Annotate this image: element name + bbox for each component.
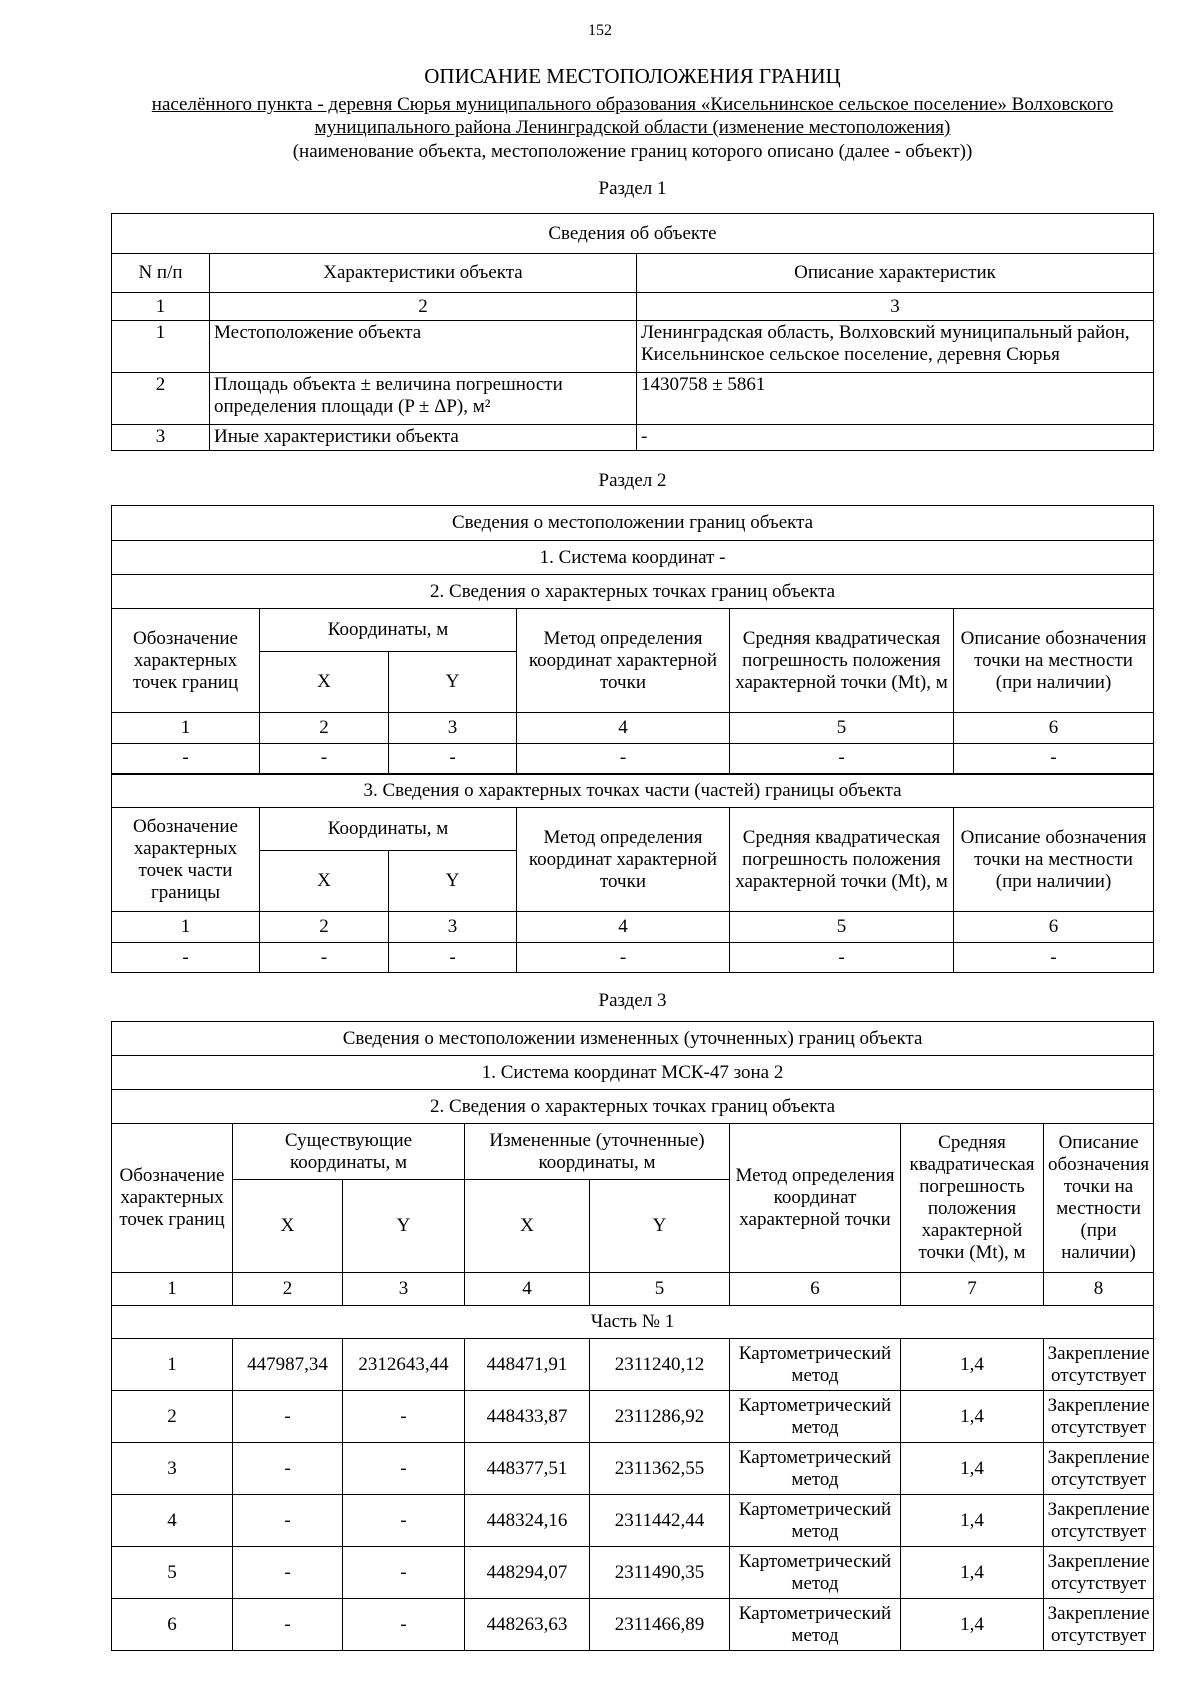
existing-y: 2312643,44 <box>343 1339 465 1391</box>
column-header: Описание характеристик <box>637 254 1154 293</box>
header-x: X <box>260 652 389 713</box>
table-row <box>112 1391 1154 1443</box>
column-number: 6 <box>954 912 1154 943</box>
header-designation-part: Обозначение характерных точек части границы <box>112 808 260 912</box>
existing-x: - <box>233 1391 343 1443</box>
point-description: Закрепление отсутствует <box>1044 1339 1154 1391</box>
changed-y: 2311362,55 <box>590 1443 730 1495</box>
point-description: Закрепление отсутствует <box>1044 1547 1154 1599</box>
changed-y: 2311286,92 <box>590 1391 730 1443</box>
method: Картометрический метод <box>730 1443 901 1495</box>
method: Картометрический метод <box>730 1391 901 1443</box>
column-number: 6 <box>954 713 1154 744</box>
header-existing-coordinates: Существующие координаты, м <box>233 1124 465 1180</box>
existing-x: - <box>233 1599 343 1651</box>
table-title: Сведения об объекте <box>112 214 1154 254</box>
changed-boundary-points-table <box>111 1021 1154 1651</box>
mt-error: 1,4 <box>901 1339 1044 1391</box>
column-number: 2 <box>260 912 389 943</box>
column-number: 4 <box>517 912 730 943</box>
table-row <box>112 1495 1154 1547</box>
mt-error: 1,4 <box>901 1443 1044 1495</box>
empty-cell: - <box>517 744 730 774</box>
changed-y: 2311240,12 <box>590 1339 730 1391</box>
object-info-table <box>111 213 1154 451</box>
column-number: 3 <box>389 912 517 943</box>
mt-error: 1,4 <box>901 1599 1044 1651</box>
column-number: 5 <box>730 912 954 943</box>
column-number: 4 <box>517 713 730 744</box>
existing-y: - <box>343 1443 465 1495</box>
point-number: 4 <box>112 1495 233 1547</box>
empty-cell: - <box>730 943 954 973</box>
changed-x: 448433,87 <box>465 1391 590 1443</box>
characteristic-value: - <box>637 425 1154 451</box>
column-number: 5 <box>730 713 954 744</box>
object-name-line2: муниципального района Ленинградской области (изменение местоположения) <box>314 117 951 138</box>
empty-cell: - <box>389 943 517 973</box>
changed-y: 2311490,35 <box>590 1547 730 1599</box>
table-row <box>112 744 1154 774</box>
section1-heading: Раздел 1 <box>598 178 667 199</box>
column-number: 1 <box>112 912 260 943</box>
empty-cell: - <box>260 744 389 774</box>
header-description: Описание обозначения точки на местности (при наличии) <box>1044 1124 1154 1273</box>
column-header: Характеристики объекта <box>210 254 637 293</box>
object-name-line1: населённого пункта - деревня Сюрья муниципального образования «Кисельнинское сельское поселение» Волховского <box>151 94 1114 115</box>
header-method: Метод определения координат характерной точки <box>517 808 730 912</box>
table-row <box>112 1339 1154 1391</box>
table-row <box>112 321 1154 373</box>
header-description: Описание обозначения точки на местности (при наличии) <box>954 808 1154 912</box>
boundary-points-table <box>111 505 1154 973</box>
column-number: 5 <box>590 1273 730 1306</box>
table-title: Сведения о местоположении измененных (уточненных) границ объекта <box>112 1022 1154 1056</box>
column-number: 2 <box>260 713 389 744</box>
point-description: Закрепление отсутствует <box>1044 1495 1154 1547</box>
column-number: 1 <box>112 713 260 744</box>
header-error: Средняя квадратическая погрешность положения характерной точки (Mt), м <box>730 808 954 912</box>
changed-x: 448471,91 <box>465 1339 590 1391</box>
header-method: Метод определения координат характерной точки <box>730 1124 901 1273</box>
characteristic-value: 1430758 ± 5861 <box>637 373 1154 425</box>
existing-y: - <box>343 1391 465 1443</box>
mt-error: 1,4 <box>901 1391 1044 1443</box>
characteristic-value: Ленинградская область, Волховский муниципальный район, Кисельнинское сельское поселение, деревня Сюрья <box>637 321 1154 373</box>
header-designation: Обозначение характерных точек границ <box>112 1124 233 1273</box>
empty-cell: - <box>112 744 260 774</box>
table-row <box>112 1443 1154 1495</box>
characteristic-name: Местоположение объекта <box>210 321 637 373</box>
existing-y: - <box>343 1547 465 1599</box>
object-name <box>115 93 1150 139</box>
column-number: 1 <box>112 293 210 321</box>
table-row <box>112 1599 1154 1651</box>
header-method: Метод определения координат характерной точки <box>517 609 730 713</box>
header-x: X <box>260 851 389 912</box>
point-number: 1 <box>112 1339 233 1391</box>
changed-x: 448263,63 <box>465 1599 590 1651</box>
row-number: 3 <box>112 425 210 451</box>
header-x: X <box>465 1180 590 1273</box>
empty-cell: - <box>260 943 389 973</box>
method: Картометрический метод <box>730 1495 901 1547</box>
coordinate-system: 1. Система координат - <box>112 541 1154 575</box>
point-description: Закрепление отсутствует <box>1044 1391 1154 1443</box>
changed-y: 2311442,44 <box>590 1495 730 1547</box>
point-description: Закрепление отсутствует <box>1044 1443 1154 1495</box>
column-number: 3 <box>637 293 1154 321</box>
existing-x: - <box>233 1495 343 1547</box>
column-number: 3 <box>389 713 517 744</box>
point-description: Закрепление отсутствует <box>1044 1599 1154 1651</box>
row-number: 1 <box>112 321 210 373</box>
mt-error: 1,4 <box>901 1547 1044 1599</box>
empty-cell: - <box>517 943 730 973</box>
existing-x: - <box>233 1547 343 1599</box>
table-title: Сведения о местоположении границ объекта <box>112 506 1154 541</box>
empty-cell: - <box>954 943 1154 973</box>
part-points-title: 3. Сведения о характерных точках части (частей) границы объекта <box>112 774 1154 808</box>
header-y: Y <box>389 652 517 713</box>
empty-cell: - <box>112 943 260 973</box>
empty-cell: - <box>730 744 954 774</box>
section2-heading: Раздел 2 <box>598 470 667 491</box>
column-number: 4 <box>465 1273 590 1306</box>
column-number: 2 <box>233 1273 343 1306</box>
table-row <box>112 1547 1154 1599</box>
part-label: Часть № 1 <box>112 1306 1154 1339</box>
points-title: 2. Сведения о характерных точках границ объекта <box>112 1090 1154 1124</box>
column-number: 3 <box>343 1273 465 1306</box>
changed-x: 448377,51 <box>465 1443 590 1495</box>
header-y: Y <box>343 1180 465 1273</box>
existing-x: - <box>233 1443 343 1495</box>
method: Картометрический метод <box>730 1339 901 1391</box>
existing-y: - <box>343 1599 465 1651</box>
method: Картометрический метод <box>730 1599 901 1651</box>
header-y: Y <box>389 851 517 912</box>
column-number: 7 <box>901 1273 1044 1306</box>
column-number: 6 <box>730 1273 901 1306</box>
header-coordinates: Координаты, м <box>260 609 517 652</box>
row-number: 2 <box>112 373 210 425</box>
characteristic-name: Иные характеристики объекта <box>210 425 637 451</box>
coordinate-system: 1. Система координат МСК-47 зона 2 <box>112 1056 1154 1090</box>
method: Картометрический метод <box>730 1547 901 1599</box>
header-error: Средняя квадратическая погрешность положения характерной точки (Mt), м <box>901 1124 1044 1273</box>
header-description: Описание обозначения точки на местности (при наличии) <box>954 609 1154 713</box>
empty-cell: - <box>389 744 517 774</box>
column-header: N п/п <box>112 254 210 293</box>
column-number: 2 <box>210 293 637 321</box>
object-caption: (наименование объекта, местоположение границ которого описано (далее - объект)) <box>292 141 973 162</box>
header-designation: Обозначение характерных точек границ <box>112 609 260 713</box>
point-number: 3 <box>112 1443 233 1495</box>
header-changed-coordinates: Измененные (уточненные) координаты, м <box>465 1124 730 1180</box>
page-number: 152 <box>588 22 612 39</box>
section3-heading: Раздел 3 <box>598 990 667 1011</box>
changed-x: 448294,07 <box>465 1547 590 1599</box>
table-row <box>112 425 1154 451</box>
changed-x: 448324,16 <box>465 1495 590 1547</box>
table-row <box>112 943 1154 973</box>
header-coordinates: Координаты, м <box>260 808 517 851</box>
point-number: 2 <box>112 1391 233 1443</box>
point-number: 6 <box>112 1599 233 1651</box>
existing-x: 447987,34 <box>233 1339 343 1391</box>
column-number: 1 <box>112 1273 233 1306</box>
table-row <box>112 373 1154 425</box>
characteristic-name: Площадь объекта ± величина погрешности определения площади (P ± ΔP), м² <box>210 373 637 425</box>
point-number: 5 <box>112 1547 233 1599</box>
existing-y: - <box>343 1495 465 1547</box>
column-number: 8 <box>1044 1273 1154 1306</box>
document-title: ОПИСАНИЕ МЕСТОПОЛОЖЕНИЯ ГРАНИЦ <box>424 64 841 88</box>
header-y: Y <box>590 1180 730 1273</box>
mt-error: 1,4 <box>901 1495 1044 1547</box>
points-title: 2. Сведения о характерных точках границ объекта <box>112 575 1154 609</box>
changed-y: 2311466,89 <box>590 1599 730 1651</box>
empty-cell: - <box>954 744 1154 774</box>
header-error: Средняя квадратическая погрешность положения характерной точки (Mt), м <box>730 609 954 713</box>
header-x: X <box>233 1180 343 1273</box>
